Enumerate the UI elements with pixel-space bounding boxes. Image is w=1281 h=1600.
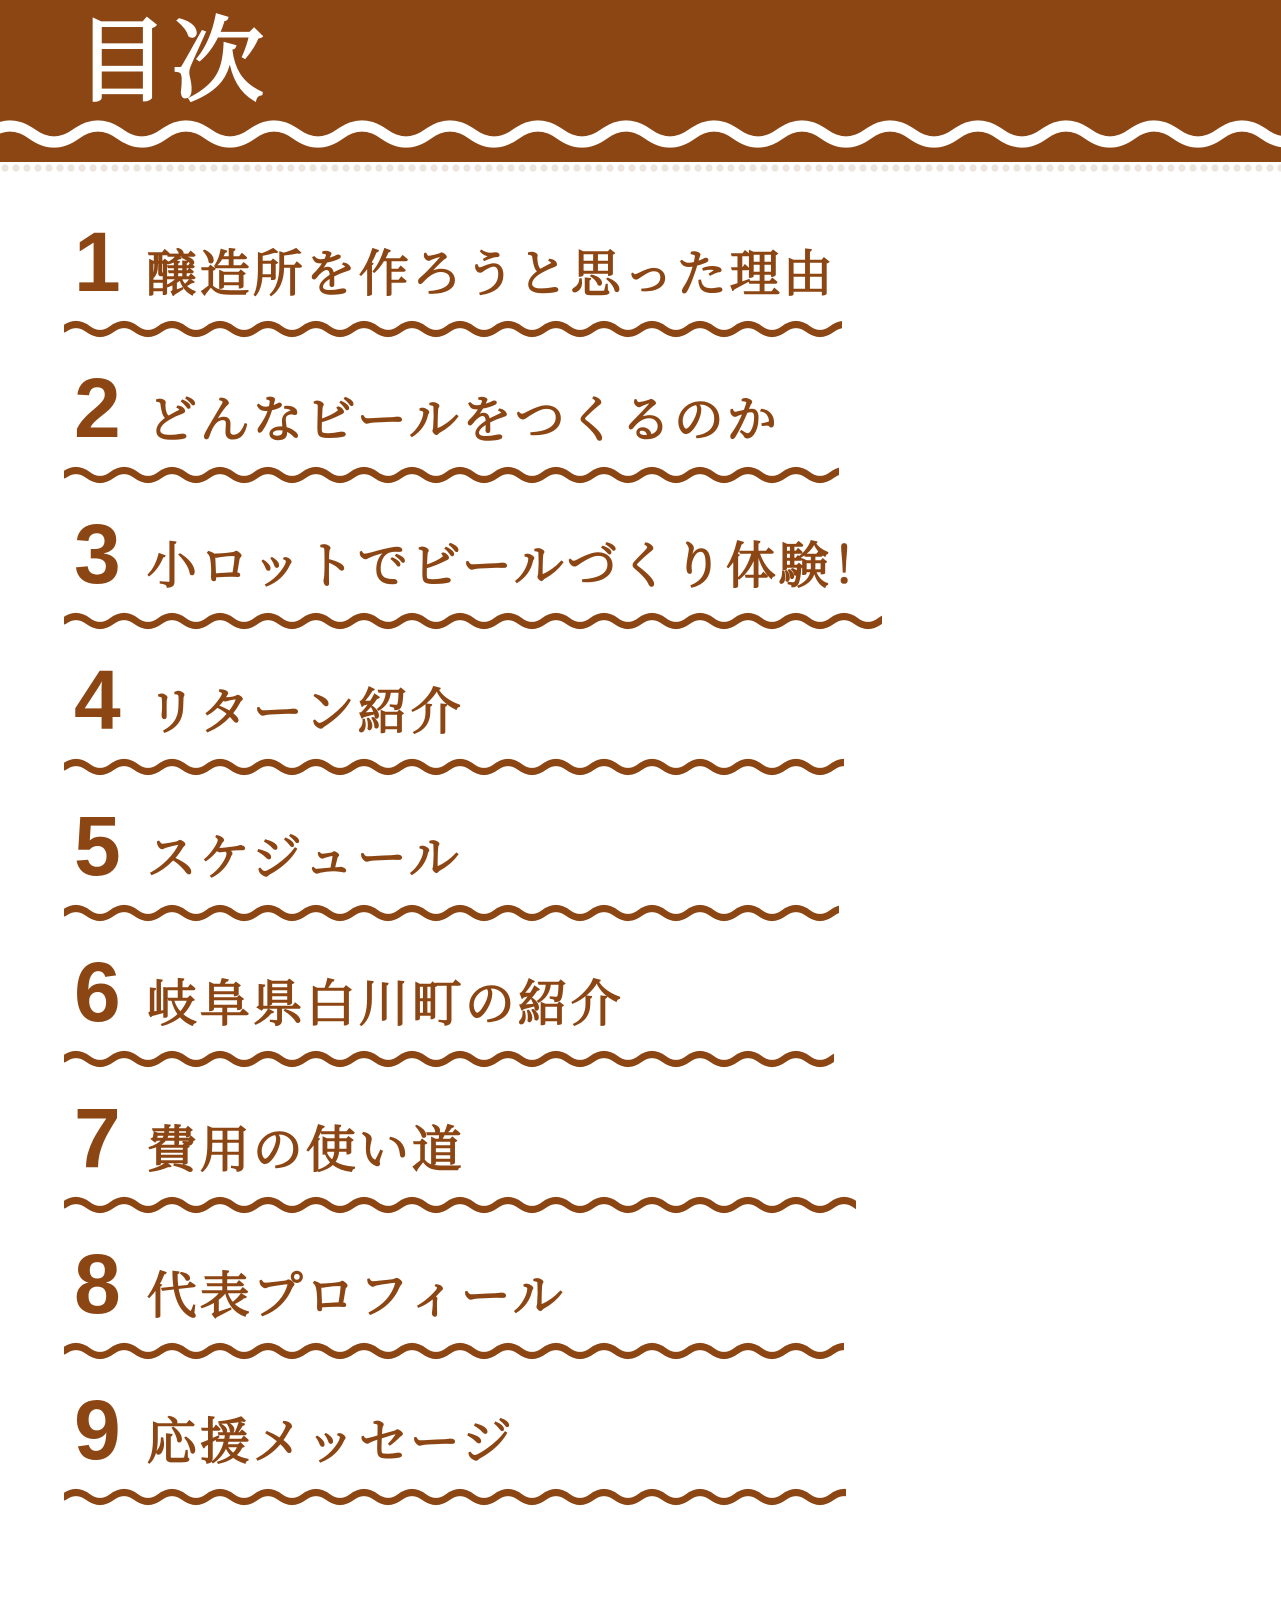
page-title: 目次 xyxy=(76,11,269,113)
wavy-underline xyxy=(64,466,839,484)
toc-item-3[interactable] xyxy=(74,507,1281,658)
toc-item-6[interactable] xyxy=(74,945,1281,1096)
toc-item-label: スケジュール xyxy=(146,830,462,886)
wavy-underline xyxy=(64,904,839,922)
header-band xyxy=(0,0,1281,162)
toc-item-number: 7 xyxy=(74,1091,121,1185)
toc-item-label: 小ロットでビールづくり体験！ xyxy=(146,538,885,594)
toc-item-number: 5 xyxy=(74,799,121,893)
toc-item-label: 費用の使い道 xyxy=(146,1122,465,1178)
wavy-underline xyxy=(64,1050,834,1068)
toc-item-2[interactable] xyxy=(74,361,1281,512)
header-wavy-line xyxy=(0,117,1281,151)
toc-item-label: 応援メッセージ xyxy=(146,1414,515,1470)
toc-item-label: 代表プロフィール xyxy=(146,1268,566,1324)
wavy-underline xyxy=(64,1342,844,1360)
toc-item-8[interactable] xyxy=(74,1237,1281,1388)
wavy-underline xyxy=(64,320,842,338)
wavy-underline xyxy=(64,1196,856,1214)
toc-item-5[interactable] xyxy=(74,799,1281,950)
toc-item-number: 9 xyxy=(74,1383,121,1477)
toc-item-label: 醸造所を作ろうと思った理由 xyxy=(146,246,836,302)
table-of-contents xyxy=(0,176,1281,1534)
wavy-underline xyxy=(64,1488,846,1506)
torn-edge-dots xyxy=(0,162,1281,176)
toc-item-7[interactable] xyxy=(74,1091,1281,1242)
wavy-underline xyxy=(64,758,844,776)
toc-item-number: 3 xyxy=(74,507,121,601)
toc-item-number: 1 xyxy=(74,215,121,309)
toc-item-number: 2 xyxy=(74,361,121,455)
toc-item-4[interactable] xyxy=(74,653,1281,804)
toc-item-label: 岐阜県白川町の紹介 xyxy=(146,976,624,1032)
toc-item-number: 6 xyxy=(74,945,121,1039)
wavy-underline xyxy=(64,612,882,630)
toc-item-number: 4 xyxy=(74,653,121,747)
toc-item-9[interactable] xyxy=(74,1383,1281,1534)
toc-item-1[interactable] xyxy=(74,215,1281,366)
toc-item-label: リターン紹介 xyxy=(146,684,464,740)
toc-item-number: 8 xyxy=(74,1237,121,1331)
toc-item-label: どんなビールをつくるのか xyxy=(146,392,780,448)
